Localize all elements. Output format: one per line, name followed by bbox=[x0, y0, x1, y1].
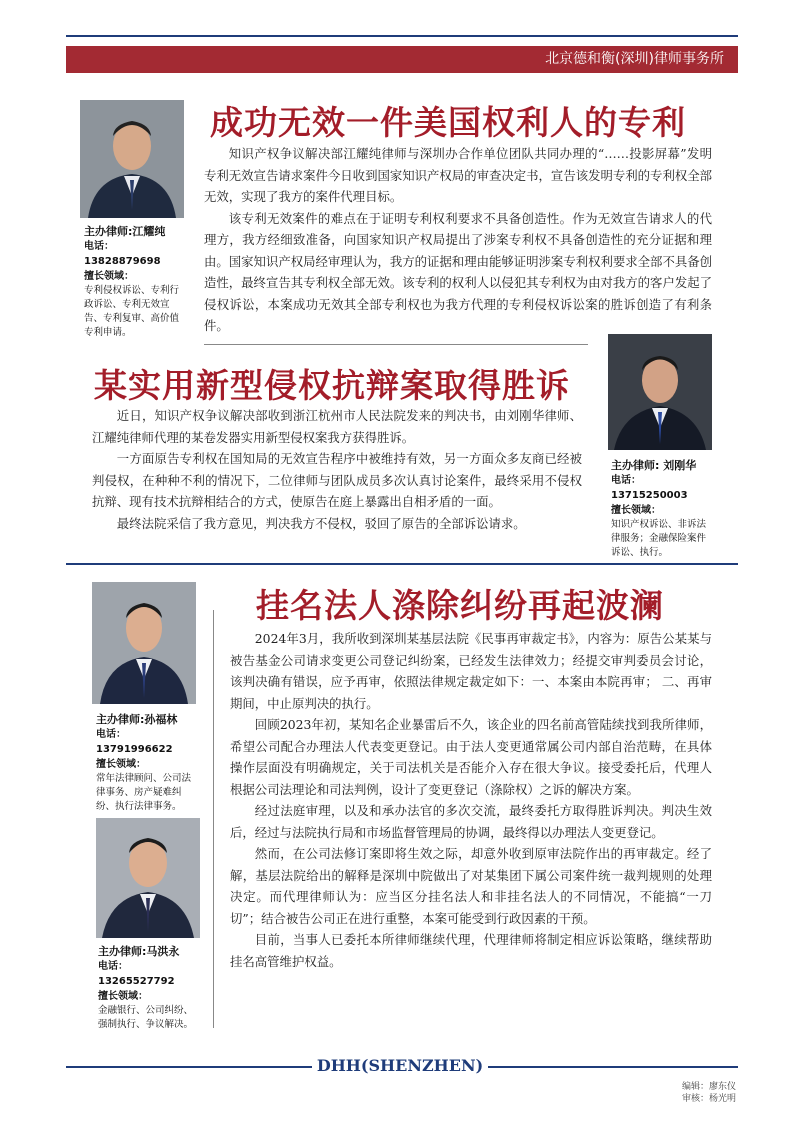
specialty-label: 擅长领域： bbox=[96, 759, 146, 770]
specialty-text: 金融银行、公司纠纷、强制执行、争议解决。 bbox=[98, 1005, 194, 1030]
article-title-2: 某实用新型侵权抗辩案取得胜诉 bbox=[94, 366, 570, 405]
firm-banner: 北京德和衡(深圳)律师事务所 bbox=[66, 46, 738, 73]
lawyer-phone: 电话：13715250003 bbox=[611, 475, 688, 501]
lawyer-info-jiang bbox=[84, 224, 188, 340]
lawyer-name: 主办律师:江耀纯 bbox=[84, 225, 166, 238]
lawyer-name: 主办律师: 刘刚华 bbox=[611, 459, 697, 472]
lawyer-photo-sun bbox=[92, 582, 196, 704]
paragraph: 经过法庭审理，以及和承办法官的多次交流，最终委托方取得胜诉判决。判决生效后，经过与法院执行局和市场监督管理局的协调，最终得以办理法人变更登记。 bbox=[230, 803, 712, 840]
lawyer-phone: 电话：13828879698 bbox=[84, 241, 161, 267]
paragraph: 该专利无效案件的难点在于证明专利权利要求不具备创造性。作为无效宣告请求人的代理方，我方经细致准备，向国家知识产权局提出了涉案专利权不具备创造性的充分证据和理由。国家知识产权局经审理认为，我方的证据和理由能够证明涉案专利权利要求全部不具备创造性，最终宣告其专利权全部无效。该专利的权利人以侵犯其专利权为由对我方的客户发起了侵权诉讼，本案成功无效其全部专利权也为我方代理的专利侵权诉讼案的胜诉创造了有利条件。 bbox=[204, 210, 713, 333]
lawyer-name: 主办律师:孙福林 bbox=[96, 713, 178, 726]
paragraph: 2024年3月，我所收到深圳某基层法院《民事再审裁定书》，内容为：原告公某某与被告基金公司请求变更公司登记纠纷案，已经发生法律效力；经提交审判委员会讨论，该判决确有错误，应予再审，依照法律规定裁定如下：一、本案由本院再审； 二、再审期间，中止原判决的执行。 bbox=[230, 631, 712, 711]
article-title-3: 挂名法人涤除纠纷再起波澜 bbox=[256, 586, 664, 625]
paragraph: 然而，在公司法修订案即将生效之际，却意外收到原审法院作出的再审裁定。经了解，基层法院给出的解释是深圳中院做出了对某集团下属公司案件统一裁判规则的处理决定。而代理律师认为：应当区分挂名法人和非挂名法人的不同情况，不能搞“一刀切”；结合被告公司正在进行重整，本案可能受到行政因素的干预。 bbox=[230, 846, 712, 926]
editor-credit: 编辑：廖东仪 bbox=[681, 1082, 736, 1092]
article-body-3 bbox=[230, 628, 712, 972]
paragraph: 一方面原告专利权在国知局的无效宣告程序中被维持有效，另一方面众多友商已经被判侵权，在种种不利的情况下，二位律师与团队成员多次认真讨论案件，最终采用不侵权抗辩、现有技术抗辩相结合的方式，使原告在庭上暴露出自相矛盾的一面。 bbox=[92, 451, 582, 509]
lawyer-info-ma bbox=[98, 944, 202, 1032]
portrait-icon bbox=[80, 100, 184, 218]
vertical-divider bbox=[213, 610, 214, 1028]
portrait-icon bbox=[608, 334, 712, 450]
footer-brand: DHH(SHENZHEN) bbox=[316, 1056, 484, 1075]
portrait-icon bbox=[92, 582, 196, 704]
lawyer-phone: 电话：13791996622 bbox=[96, 729, 173, 755]
lawyer-name: 主办律师:马洪永 bbox=[98, 945, 180, 958]
divider-1 bbox=[204, 344, 588, 345]
paragraph: 最终法院采信了我方意见，判决我方不侵权，驳回了原告的全部诉讼请求。 bbox=[116, 515, 526, 531]
portrait-icon bbox=[96, 818, 200, 938]
section-rule bbox=[66, 563, 738, 565]
specialty-label: 擅长领域： bbox=[98, 991, 148, 1002]
paragraph: 近日，知识产权争议解决部收到浙江杭州市人民法院发来的判决书，由刘刚华律师、江耀纯律师代理的某卷发器实用新型侵权案我方获得胜诉。 bbox=[92, 408, 582, 445]
reviewer-credit: 审核：杨光明 bbox=[681, 1094, 736, 1104]
article-body-1 bbox=[204, 143, 712, 337]
specialty-text: 专利侵权诉讼、专利行政诉讼、专利无效宣告、专利复审、高价值专利申请。 bbox=[84, 285, 180, 338]
lawyer-photo-liu bbox=[608, 334, 712, 450]
specialty-label: 擅长领域： bbox=[84, 271, 134, 282]
header-top-rule bbox=[66, 35, 738, 37]
specialty-text: 常年法律顾问、公司法律事务、房产疑难纠纷、执行法律事务。 bbox=[96, 773, 192, 812]
specialty-text: 知识产权诉讼、非诉法律服务；金融保险案件诉讼、执行。 bbox=[611, 519, 707, 558]
lawyer-info-sun bbox=[96, 712, 200, 814]
paragraph: 回顾2023年初，某知名企业暴雷后不久，该企业的四名前高管陆续找到我所律师，希望公司配合办理法人代表变更登记。由于法人变更通常属公司内部自治范畴，在具体操作层面没有明确规定，关于司法机关是否能介入存在很大争议。接受委托后，代理人根据公司法理论和司法判例，设计了变更登记（涤除权）之诉的解决方案。 bbox=[230, 717, 712, 797]
lawyer-info-liu bbox=[611, 458, 715, 560]
lawyer-phone: 电话：13265527792 bbox=[98, 961, 175, 987]
lawyer-photo-ma bbox=[96, 818, 200, 938]
specialty-label: 擅长领域： bbox=[611, 505, 661, 516]
paragraph: 目前，当事人已委托本所律师继续代理，代理律师将制定相应诉讼策略，继续帮助挂名高管维护权益。 bbox=[230, 932, 712, 969]
paragraph: 知识产权争议解决部江耀纯律师与深圳办合作单位团队共同办理的“……投影屏幕”发明专利无效宣告请求案件今日收到国家知识产权局的审查决定书，宣告该发明专利的专利权全部无效，实现了我方的案件代理目标。 bbox=[204, 146, 713, 204]
credits bbox=[682, 1081, 736, 1105]
article-body-2 bbox=[92, 405, 582, 534]
article-title-1: 成功无效一件美国权利人的专利 bbox=[210, 103, 686, 142]
lawyer-photo-jiang bbox=[80, 100, 184, 218]
